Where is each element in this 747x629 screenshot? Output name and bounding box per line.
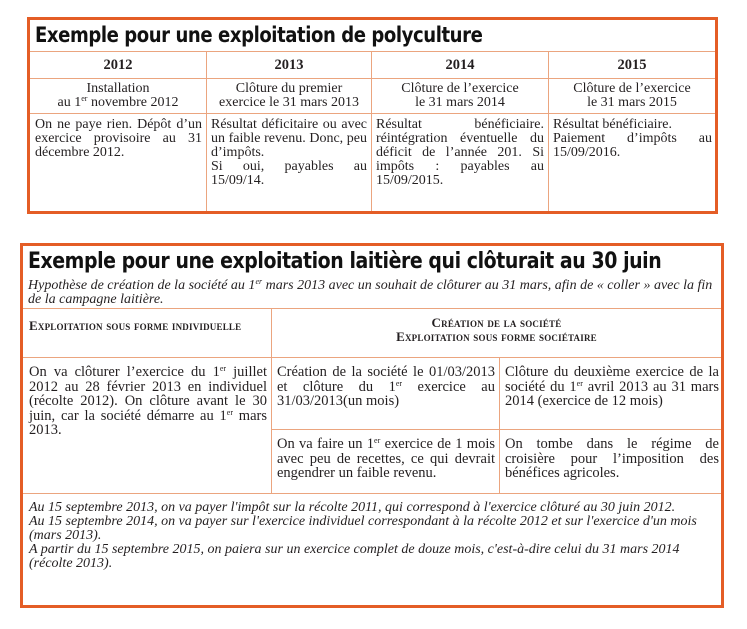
detail-text: Paiement d’impôts au 15/09/2016.: [553, 131, 712, 160]
divider: [30, 78, 715, 79]
event-text: Clôture du premier: [235, 81, 343, 96]
cell-text: On va faire un 1: [277, 436, 375, 452]
dairy-subtitle: [28, 279, 718, 307]
first-exercise-cell: [277, 437, 495, 481]
cell-text: mars 2013.: [29, 407, 267, 438]
superscript: er: [219, 364, 227, 373]
detail-cell: Résultat bénéficiaire. réintégration éventuelle du déficit de l’année 201. Si impôts : payables au 15/09/2015.: [376, 117, 544, 188]
cell-text: Clôture du deuxième exercice de la société du 1: [505, 364, 719, 395]
superscript: er: [255, 277, 263, 286]
company-creation-cell: [277, 365, 495, 409]
cell-text: On va clôturer l’exercice du 1: [29, 364, 220, 380]
event-text: exercice le 31 mars 2013: [219, 95, 359, 110]
cell-text: avril 2013 au 31 mars 2014 (exercice de 12 mois): [505, 378, 719, 409]
superscript: er: [226, 407, 234, 417]
header-company-line2: Exploitation sous forme sociétaire: [396, 329, 597, 344]
superscript: er: [576, 378, 583, 388]
detail-text: Résultat bénéficiaire.: [553, 117, 672, 132]
year-header: 2015: [617, 57, 647, 73]
header-individual: Exploitation sous forme individuelle: [29, 318, 242, 333]
year-header: 2012: [103, 57, 133, 73]
footer-note: Au 15 septembre 2014, on va payer sur l'exercice individuel correspondant à la récolte 2012 et sur l'exercice d'un mois (mars 2013).: [29, 514, 697, 543]
divider: [23, 357, 721, 358]
divider: [30, 113, 715, 114]
divider: [23, 308, 721, 309]
divider: [23, 493, 721, 494]
divider: [371, 51, 372, 211]
event-cell: [549, 82, 715, 110]
footer-note: A partir du 15 septembre 2015, on paiera sur un exercice complet de douze mois, c'est-à-dire celui du 31 mars 2014 (récolte 2013).: [29, 542, 680, 571]
header-company-line1: Création de la société: [431, 315, 562, 330]
superscript: er: [395, 378, 403, 388]
footer-note: Au 15 septembre 2013, on va payer l'impôt sur la récolte 2011, qui correspond à l'exercice clôturé au 30 juin 2012.: [29, 500, 676, 515]
second-exercise-cell: [505, 365, 719, 409]
event-text-part: au 1: [57, 95, 82, 110]
detail-cell: [211, 118, 367, 188]
dairy-title: Exemple pour une exploitation laitière qui clôturait au 30 juin: [28, 249, 662, 274]
event-text: [30, 96, 206, 110]
event-cell: [207, 82, 371, 110]
event-text: le 31 mars 2015: [587, 95, 677, 110]
event-text: Clôture de l’exercice: [573, 81, 691, 96]
polyculture-example-box: [27, 17, 718, 214]
divider: [206, 51, 207, 211]
event-text: Clôture de l’exercice: [401, 81, 519, 96]
cell-text: exercice de 1 mois avec peu de recettes, ce qui devrait engendrer un faible revenu.: [277, 436, 496, 481]
footer-notes: [29, 501, 719, 571]
event-cell: [372, 82, 548, 110]
divider: [548, 51, 549, 211]
individual-cell: [29, 365, 267, 438]
event-text: Installation: [86, 81, 150, 96]
superscript: er: [81, 94, 88, 103]
detail-cell: [553, 118, 712, 160]
year-header: 2013: [274, 57, 304, 73]
superscript: er: [374, 436, 381, 445]
event-text: le 31 mars 2014: [415, 95, 505, 110]
divider: [271, 429, 721, 430]
divider: [499, 357, 500, 493]
detail-text: Résultat déficitaire ou avec un faible revenu. Donc, peu d’impôts.: [211, 117, 367, 160]
cell-text: exercice au 31/03/2013(un mois): [277, 378, 495, 409]
detail-cell: On ne paye rien. Dépôt d’un exercice provisoire au 31 décembre 2012.: [35, 117, 202, 160]
polyculture-title: Exemple pour une exploitation de polyculture: [35, 23, 483, 47]
cell-text: Création de la société le 01/03/2013 et clôture du 1: [277, 364, 495, 395]
detail-text: Si oui, payables au 15/09/14.: [211, 159, 367, 188]
event-text-part: novembre 2012: [87, 95, 179, 110]
subtitle-text: Hypothèse de création de la société au 1: [28, 278, 256, 293]
event-cell: [30, 82, 206, 110]
header-company: [272, 316, 721, 344]
divider: [30, 51, 715, 52]
year-header: 2014: [445, 57, 475, 73]
subtitle-text: mars 2013 avec un souhait de clôturer au 31 mars, afin de « coller » avec la fin de la campagne laitière.: [28, 278, 713, 307]
dairy-example-box: [20, 243, 724, 608]
cell-text: juillet 2012 au 28 février 2013 en individuel (récolte 2012). On clôture avant le 30 juin, car la société démarre au 1: [29, 364, 267, 424]
cruise-regime-cell: On tombe dans le régime de croisière pour l’imposition des bénéfices agricoles.: [505, 436, 719, 481]
